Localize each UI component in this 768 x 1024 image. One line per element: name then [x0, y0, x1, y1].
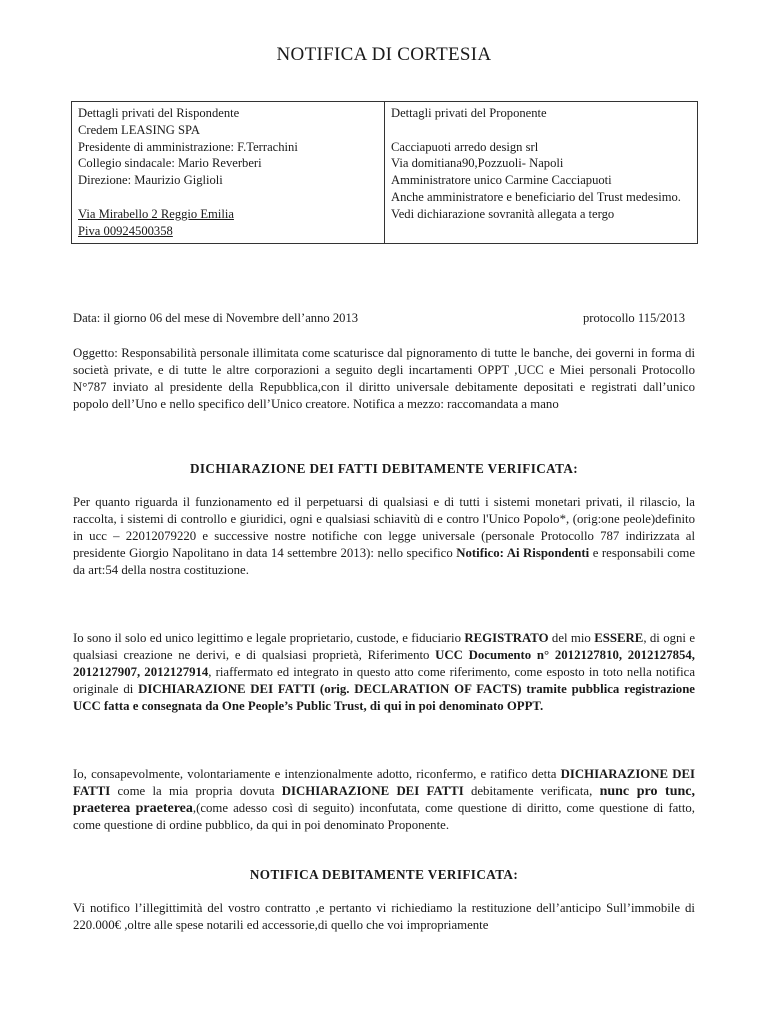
proponent-details-cell — [385, 102, 698, 244]
respondent-address: Via Mirabello 2 Reggio Emilia — [78, 206, 234, 221]
parties-table — [71, 101, 698, 244]
proponent-address: Via domitiana90,Pozzuoli- Napoli — [391, 156, 564, 171]
respondent-header: Dettagli privati del Rispondente — [78, 106, 240, 120]
ownership-paragraph: Io sono il solo ed unico legittimo e legale proprietario, custode, e fiduciario REGISTRATO del mio ESSERE, di ogni e qualsiasi creazione ne derivi, e di qualsiasi proprietà, Riferimento UCC Documento n° 2012127810, 2012127854, 2012127907, 2012127914, riaffermato ed integrato in questo atto come riferimento, come esposto in toto nella notifica originale di DICHIARAZIONE DEI FATTI (orig. DECLARATION OF FACTS) tramite pubblica registrazione UCC fatta e consegnata da One People’s Public Trust, di qui in poi denominato OPPT. — [73, 631, 696, 713]
proponent-sovereignty-note: Vedi dichiarazione sovranità allegata a tergo — [391, 206, 615, 221]
notice-heading: NOTIFICA DEBITAMENTE VERIFICATA: — [249, 867, 519, 882]
respondent-board: Collegio sindacale: Mario Reverberi — [78, 156, 262, 171]
document-title: NOTIFICA DI CORTESIA — [276, 44, 492, 65]
respondent-details-cell — [72, 102, 385, 244]
proponent-beneficiary: Anche amministratore e beneficiario del Trust medesimo. — [391, 189, 681, 204]
facts-paragraph: Per quanto riguarda il funzionamento ed il perpetuarsi di qualsiasi e di tutti i sistemi monetari privati, il rilascio, la raccolta, i sistemi di controllo e giuridici, ogni e qualsiasi schiavitù di e contro l'Unico Popolo*, (orig:one peole)definito in ucc – 22012079220 e successive nostre notifiche con legge universale (personale Protocollo 787 indirizzata al presidente Giorgio Napolitano in data 14 settembre 2013): nello specifico Notifico: Ai Rispondenti e responsabili come da art:54 della nostra costituzione. — [73, 495, 695, 577]
protocol-number: protocollo 115/2013 — [582, 311, 685, 325]
proponent-header: Dettagli privati del Proponente — [391, 106, 547, 120]
notice-paragraph: Vi notifico l’illegittimità del vostro contratto ,e pertanto vi richiediamo la restituzione dell’anticipo Sull’immobile di 220.000€ ,oltre alle spese notarili ed accessorie,di quello che voi impropriamente — [73, 901, 695, 932]
subject-paragraph: Oggetto: Responsabilità personale illimitata come scaturisce dal pignoramento di tutte le banche, dei governi in forma di società private, e di tutte le altre corporazioni a seguito degli incartamenti OPPT ,UCC e Miei personali Protocollo N°787 inviato al presidente della Repubblica,con il diritto universale debitamente depositati e registrati dall’unico popolo dell’Uno e nello specifico dell’Unico creatore. Notifica a mezzo: raccomandata a mano — [73, 346, 695, 411]
proponent-administrator: Amministratore unico Carmine Cacciapuoti — [391, 173, 612, 188]
respondent-president: Presidente di amministrazione: F.Terrachini — [78, 139, 298, 154]
facts-heading: DICHIARAZIONE DEI FATTI DEBITAMENTE VERIFICATA: — [189, 461, 579, 476]
date-protocol-line — [73, 311, 695, 326]
ratification-paragraph: Io, consapevolmente, volontariamente e intenzionalmente adotto, riconfermo, e ratifico detta DICHIARAZIONE DEI FATTI come la mia propria dovuta DICHIARAZIONE DEI FATTI debitamente verificata, nunc pro tunc, praeterea praeterea,(come adesso così di seguito) inconfutata, come questione di diritto, come questione di fatto, come questione di ordine pubblico, da qui in poi denominato Proponente. — [73, 767, 696, 832]
respondent-vat: Piva 00924500358 — [78, 223, 173, 238]
respondent-direction: Direzione: Maurizio Giglioli — [78, 173, 223, 188]
date-text: Data: il giorno 06 del mese di Novembre dell’anno 2013 — [73, 311, 359, 325]
proponent-company: Cacciapuoti arredo design srl — [391, 139, 539, 154]
respondent-company: Credem LEASING SPA — [78, 122, 200, 137]
